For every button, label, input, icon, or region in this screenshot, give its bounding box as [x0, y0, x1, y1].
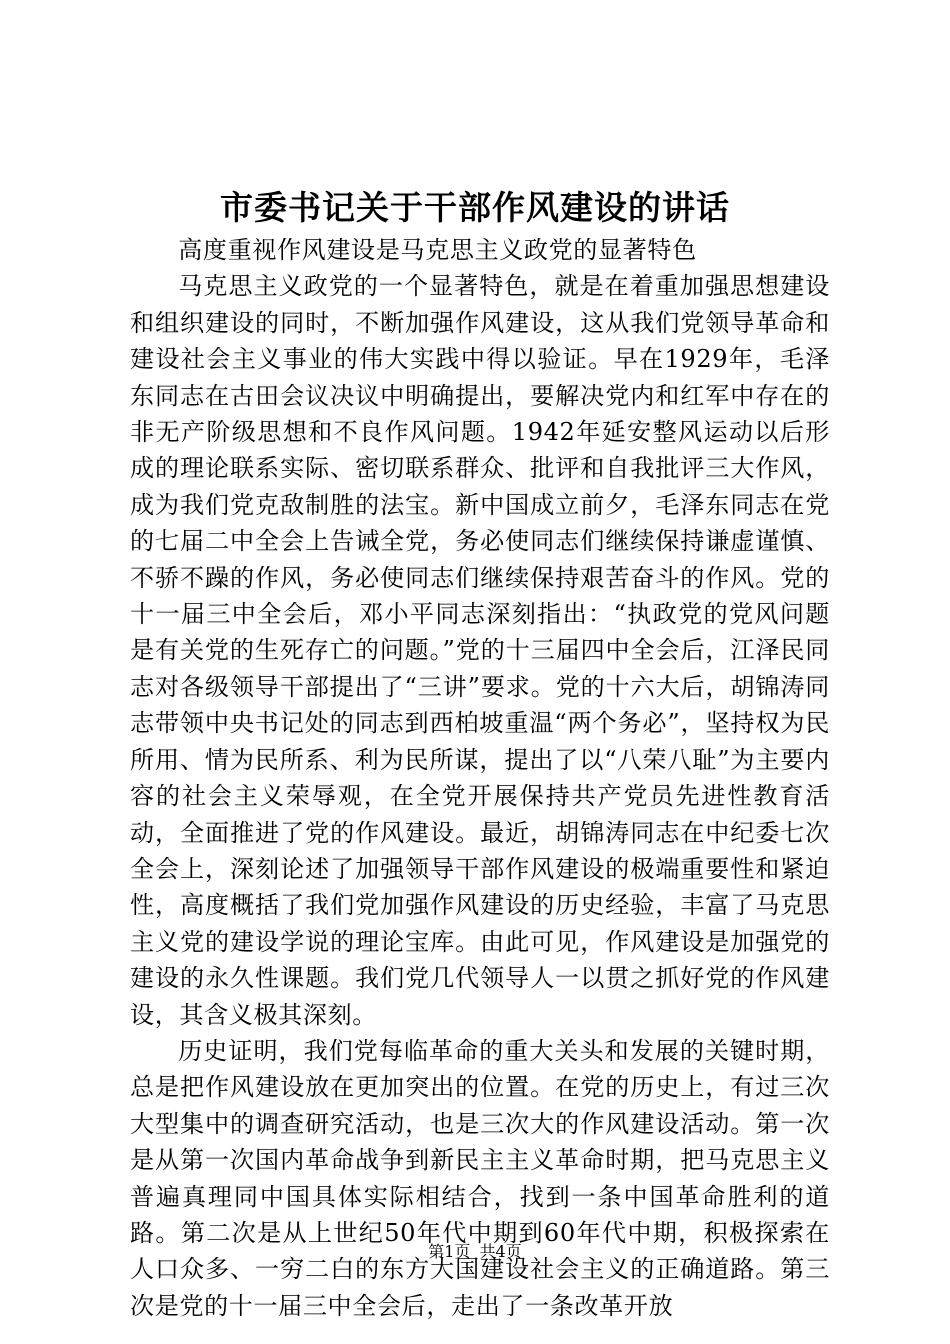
page-number: 第1页 — [428, 1242, 471, 1261]
page-title: 市委书记关于干部作风建设的讲话 — [220, 188, 730, 227]
paragraph: 马克思主义政党的一个显著特色，就是在着重加强思想建设和组织建设的同时，不断加强作风建设，这从我们党领导革命和建设社会主义事业的伟大实践中得以验证。早在1929年，毛泽东同志在古田会议决议中明确提出，要解决党内和红军中存在的非无产阶级思想和不良作风问题。1942年延安整风运动以后形成的理论联系实际、密切联系群众、批评和自我批评三大作风，成为我们党克敌制胜的法宝。新中国成立前夕，毛泽东同志在党的七届二中全会上告诫全党，务必使同志们继续保持谦虚谨慎、不骄不躁的作风，务必使同志们继续保持艰苦奋斗的作风。党的十一届三中全会后，邓小平同志深刻指出：“执政党的党风问题是有关党的生死存亡的问题。”党的十三届四中全会后，江泽民同志对各级领导干部提出了“三讲”要求。党的十六大后，胡锦涛同志带领中央书记处的同志到西柏坡重温“两个务必”，坚持权为民所用、情为民所系、利为民所谋，提出了以“八荣八耻”为主要内容的社会主义荣辱观，在全党开展保持共产党员先进性教育活动，全面推进了党的作风建设。最近，胡锦涛同志在中纪委七次全会上，深刻论述了加强领导干部作风建设的极端重要性和紧迫性，高度概括了我们党加强作风建设的历史经验，丰富了马克思主义党的建设学说的理论宝库。由此可见，作风建设是加强党的建设的永久性课题。我们党几代领导人一以贯之抓好党的作风建设，其含义极其深刻。 — [130, 272, 830, 1029]
document-body — [130, 232, 830, 1324]
paragraph: 历史证明，我们党每临革命的重大关头和发展的关键时期，总是把作风建设放在更加突出的位置。在党的历史上，有过三次大型集中的调查研究活动，也是三次大的作风建设活动。第一次是从第一次国内革命战争到新民主主义革命时期，把马克思主义普遍真理同中国具体实际相结合，找到一条中国革命胜利的道路。第二次是从上世纪50年代中期到60年代中期，积极探索在人口众多、一穷二白的东方大国建设社会主义的正确道路。第三次是党的十一届三中全会后，走出了一条改革开放 — [130, 1036, 830, 1320]
page-footer — [0, 1240, 950, 1264]
paragraph-heading: 高度重视作风建设是马克思主义政党的显著特色 — [178, 236, 697, 264]
page-total: 共4页 — [479, 1242, 522, 1261]
